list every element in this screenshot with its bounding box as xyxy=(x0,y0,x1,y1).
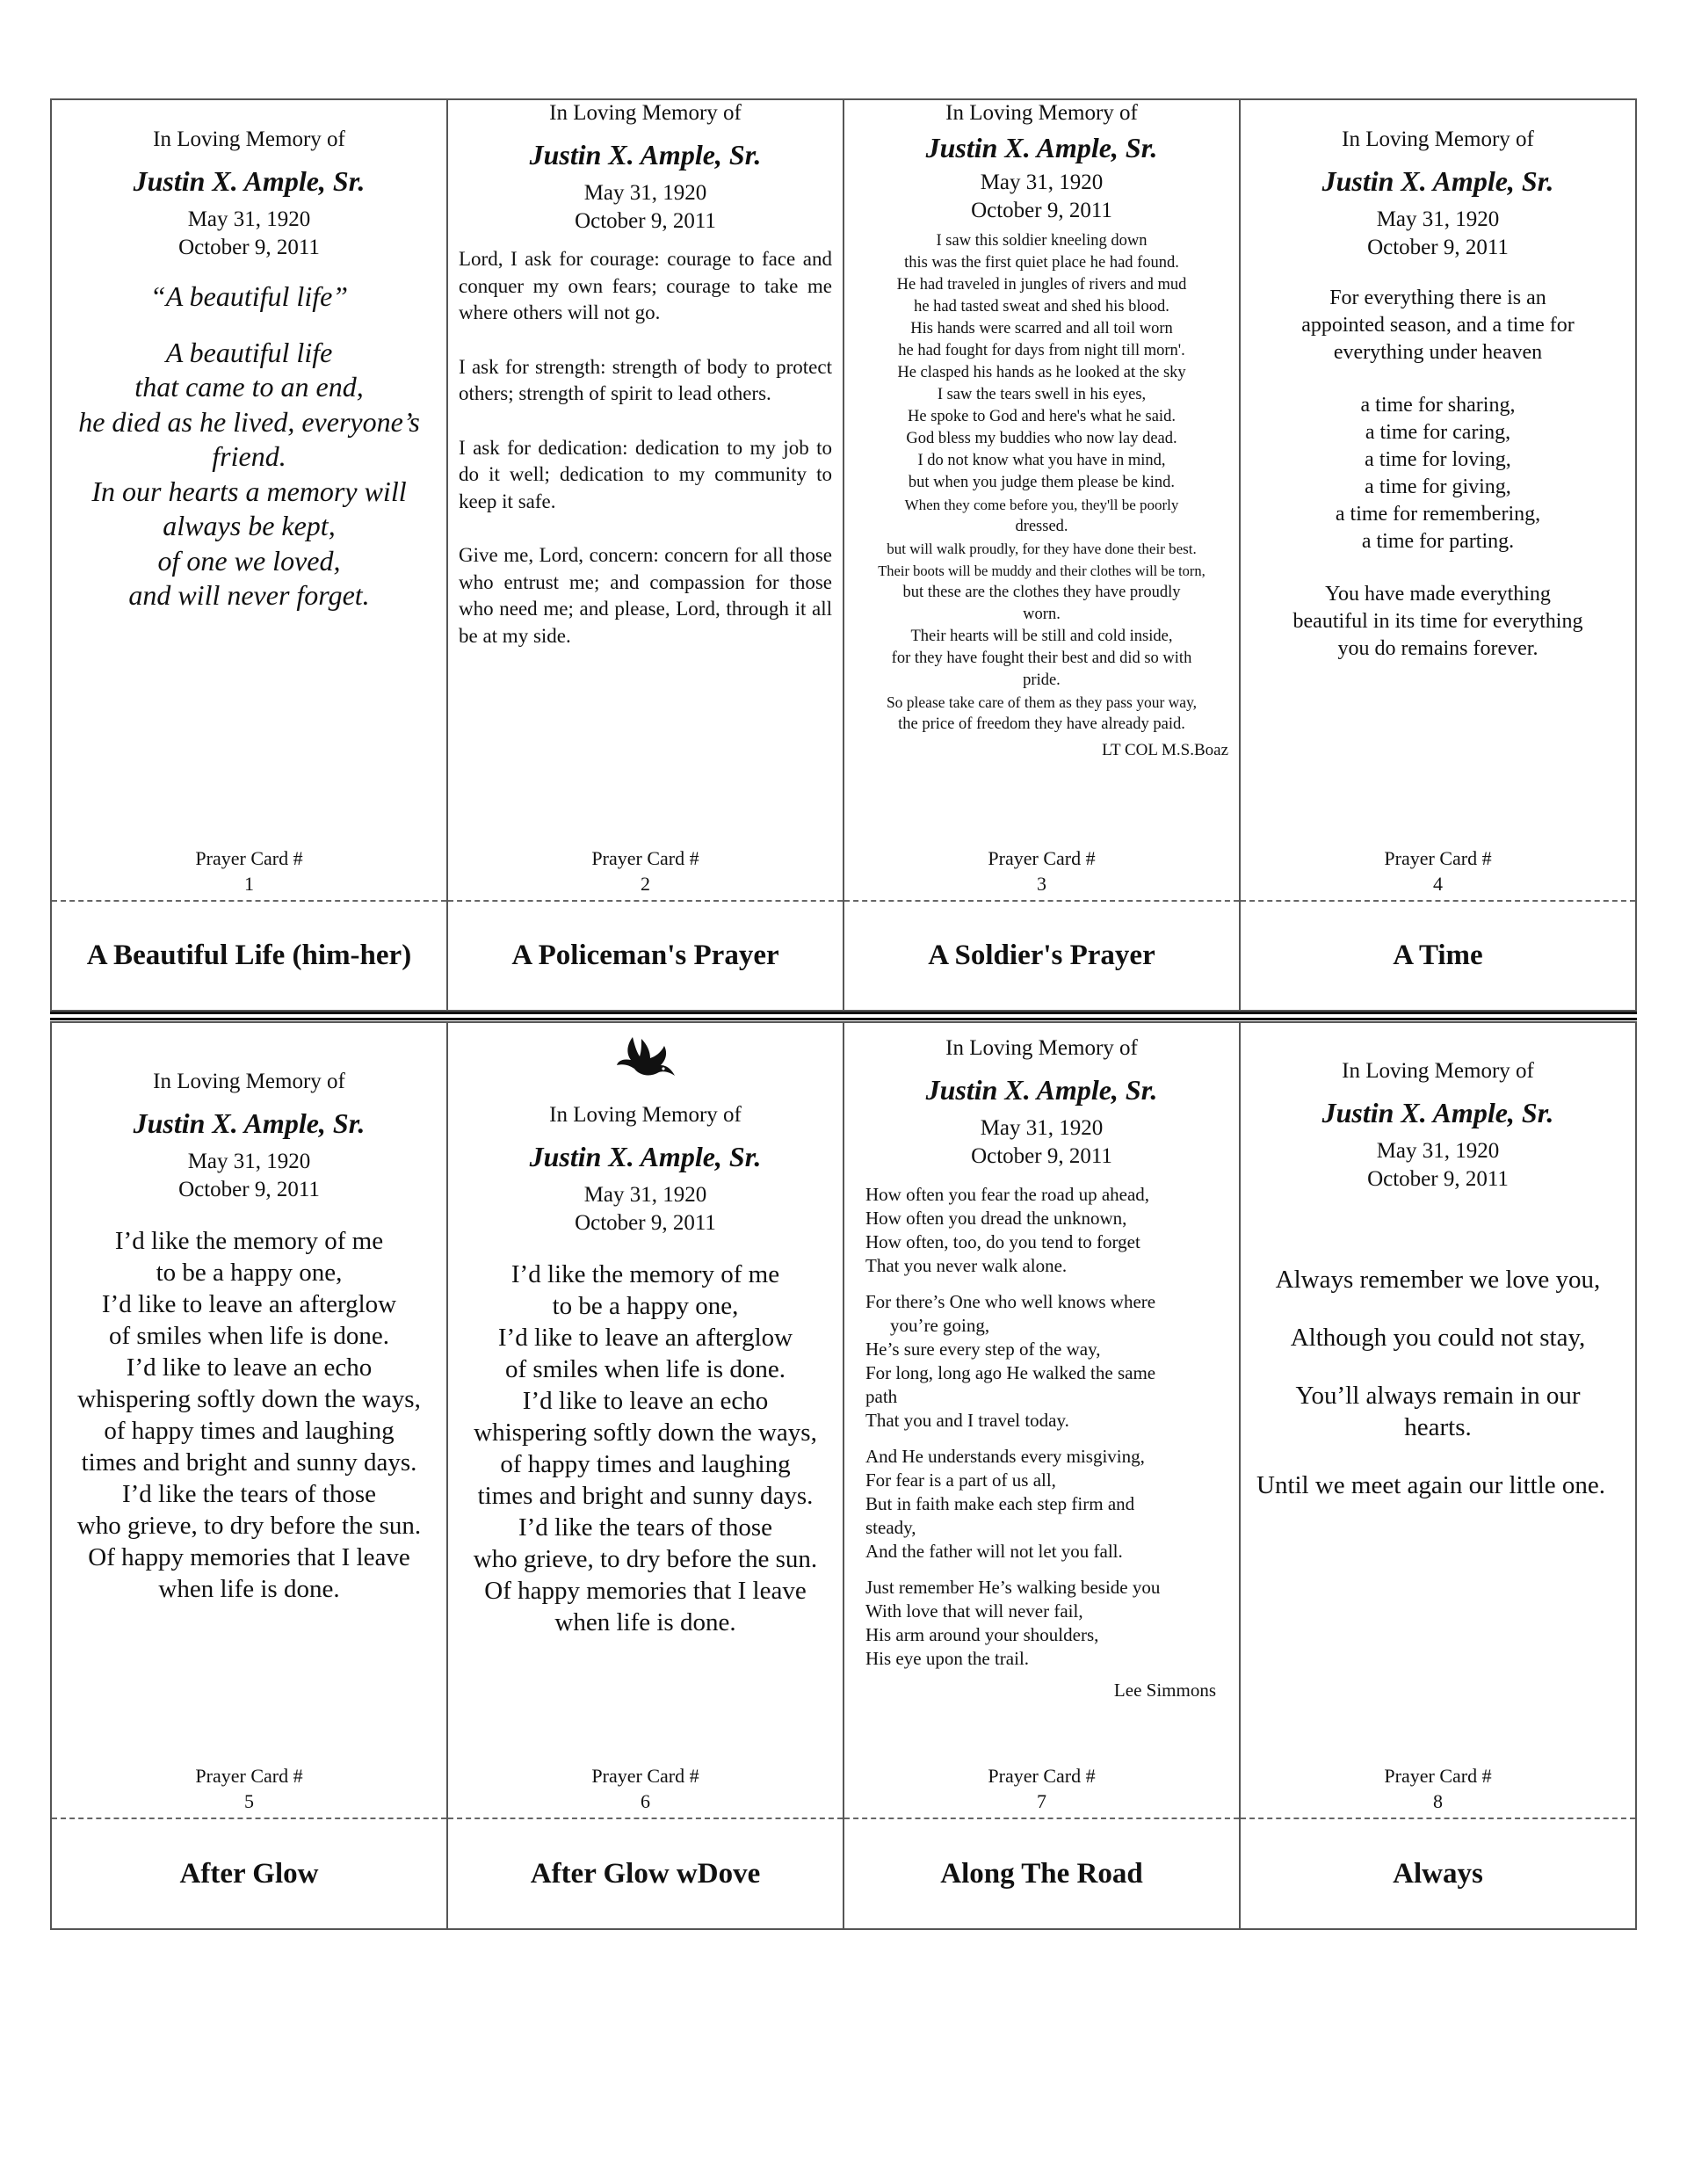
verse xyxy=(62,336,436,613)
verse-line: friend. xyxy=(212,440,286,472)
deceased-name: Justin X. Ample, Sr. xyxy=(925,1074,1158,1106)
birth-date: May 31, 1920 xyxy=(1376,207,1500,231)
verse-line: I’d like the memory of me xyxy=(510,1260,780,1288)
verse-outro xyxy=(1251,581,1625,663)
deceased-name: Justin X. Ample, Sr. xyxy=(529,139,762,171)
prayer-card-5 xyxy=(52,1023,448,1928)
verse xyxy=(855,230,1228,736)
verse-line: whispering softly down the ways, xyxy=(474,1419,817,1447)
verse-line: a time for caring, xyxy=(1365,421,1511,444)
verse-line: a time for loving, xyxy=(1365,448,1511,471)
verse-line: He’s sure every step of the way, xyxy=(865,1339,1101,1360)
birth-date: May 31, 1920 xyxy=(583,181,707,205)
prayer-card-number: Prayer Card # 7 xyxy=(988,1765,1096,1812)
birth-date: May 31, 1920 xyxy=(980,1116,1104,1140)
card-title: A Beautiful Life (him-her) xyxy=(86,940,412,971)
card-row-1 xyxy=(50,98,1637,1012)
death-date: October 9, 2011 xyxy=(971,1144,1112,1168)
verse-line: Always remember we love you, xyxy=(1275,1266,1601,1294)
memory-heading: In Loving Memory of xyxy=(153,1070,345,1093)
verse-line: you’re going, xyxy=(890,1315,990,1336)
verse-line: everything under heaven xyxy=(1333,341,1543,364)
verse-line: but will walk proudly, for they have done their best. xyxy=(887,541,1197,557)
quote: “A beautiful life” xyxy=(149,280,349,312)
verse-line: For everything there is an xyxy=(1329,287,1546,309)
verse-line: I’d like to leave an afterglow xyxy=(101,1290,397,1318)
prayer-text xyxy=(459,246,832,649)
memory-heading: In Loving Memory of xyxy=(945,101,1138,125)
card-body xyxy=(844,100,1239,900)
birth-date: May 31, 1920 xyxy=(583,1183,707,1207)
verse-line: to be a happy one, xyxy=(552,1292,739,1320)
verse-line: you do remains forever. xyxy=(1337,637,1539,660)
card-title-cell xyxy=(844,900,1239,1010)
verse-line: for they have fought their best and did so with xyxy=(891,649,1192,667)
verse-line: the price of freedom they have already paid. xyxy=(898,715,1185,733)
card-body xyxy=(448,100,843,900)
card-body xyxy=(52,1023,446,1818)
deceased-name: Justin X. Ample, Sr. xyxy=(1321,1097,1554,1128)
verse-line: when life is done. xyxy=(554,1608,736,1636)
verse-line: His eye upon the trail. xyxy=(865,1648,1030,1669)
prayer-card-number: Prayer Card # 1 xyxy=(195,847,303,895)
verse-line: a time for remembering, xyxy=(1335,503,1541,526)
verse-line: Just remember He’s walking beside you xyxy=(865,1577,1161,1598)
verse-line: of smiles when life is done. xyxy=(505,1355,786,1383)
verse-line: to be a happy one, xyxy=(156,1259,343,1287)
verse-line: And the father will not let you fall. xyxy=(865,1541,1123,1562)
death-date: October 9, 2011 xyxy=(1367,236,1509,259)
prayer-card-6 xyxy=(448,1023,844,1928)
verse-line: So please take care of them as they pass your way, xyxy=(886,693,1198,711)
prayer-card-number: Prayer Card # 8 xyxy=(1384,1765,1492,1812)
poem-author: Lee Simmons xyxy=(1113,1680,1216,1701)
card-title: Along The Road xyxy=(940,1857,1143,1890)
card-body xyxy=(1241,100,1635,900)
verse-line: beautiful in its time for everything xyxy=(1292,610,1583,633)
verse-line: he died as he lived, everyone’s xyxy=(78,405,420,438)
verse-line: Their hearts will be still and cold inside, xyxy=(910,628,1173,645)
prayer-card-number: Prayer Card # 2 xyxy=(591,847,699,895)
verse-line: A beautiful life xyxy=(165,336,333,368)
verse-intro xyxy=(1251,285,1625,366)
prayer-card-1 xyxy=(52,100,448,1010)
prayer-paragraph: Give me, Lord, concern: concern for all those who entrust me; and compassion for those who need me; and please, Lord, through it all be at my side. xyxy=(459,544,832,647)
memory-heading: In Loving Memory of xyxy=(549,1103,742,1127)
verse-line: a time for giving, xyxy=(1365,475,1511,498)
verse-line: That you never walk alone. xyxy=(865,1255,1068,1276)
verse-line: Until we meet again our little one. xyxy=(1256,1471,1606,1499)
memory-heading: In Loving Memory of xyxy=(945,1036,1138,1060)
verse xyxy=(459,1259,832,1638)
birth-date: May 31, 1920 xyxy=(980,171,1104,194)
verse-line: appointed season, and a time for xyxy=(1301,314,1575,337)
deceased-name: Justin X. Ample, Sr. xyxy=(133,165,366,197)
verse-line: His arm around your shoulders, xyxy=(865,1624,1099,1645)
verse-line: but when you judge them please be kind. xyxy=(908,474,1176,491)
verse-line: this was the first quiet place he had found. xyxy=(904,254,1179,272)
verse-line: a time for parting. xyxy=(1361,530,1515,553)
verse-line: He spoke to God and here's what he said. xyxy=(908,408,1176,425)
prayer-card-8 xyxy=(1241,1023,1635,1928)
card-title-cell xyxy=(52,1818,446,1928)
verse-line: of happy times and laughing xyxy=(104,1417,395,1445)
verse-line: For there’s One who well knows where xyxy=(865,1291,1156,1312)
verse-line: whispering softly down the ways, xyxy=(77,1385,421,1413)
death-date: October 9, 2011 xyxy=(575,1211,716,1235)
verse-line: I’d like to leave an echo xyxy=(126,1353,373,1382)
verse-line: I saw the tears swell in his eyes, xyxy=(937,386,1147,403)
verse-line: times and bright and sunny days. xyxy=(477,1482,814,1510)
verse-line: For long, long ago He walked the same xyxy=(865,1362,1156,1383)
dove-icon xyxy=(615,1034,677,1088)
verse-line: when life is done. xyxy=(158,1575,340,1603)
deceased-name: Justin X. Ample, Sr. xyxy=(1321,165,1554,197)
verse-line: a time for sharing, xyxy=(1360,394,1516,417)
card-title-cell xyxy=(844,1818,1239,1928)
verse-line: Of happy memories that I leave xyxy=(88,1543,410,1571)
verse-line: When they come before you, they'll be poorly xyxy=(904,497,1179,513)
prayer-card-number: Prayer Card # 3 xyxy=(988,847,1096,895)
verse-line: he had fought for days from night till morn'. xyxy=(898,342,1185,359)
verse xyxy=(1251,1264,1625,1501)
verse-line: I’d like the tears of those xyxy=(518,1513,773,1542)
prayer-card-number: Prayer Card # 6 xyxy=(591,1765,699,1812)
verse-line: How often you dread the unknown, xyxy=(865,1208,1127,1229)
verse-line: I’d like to leave an afterglow xyxy=(497,1324,793,1352)
verse-line: I’d like the memory of me xyxy=(114,1227,384,1255)
verse-line: always be kept, xyxy=(163,510,336,541)
poem-author: LT COL M.S.Boaz xyxy=(1102,741,1228,759)
prayer-card-number: Prayer Card # 4 xyxy=(1384,847,1492,895)
card-title-cell xyxy=(52,900,446,1010)
verse-line: How often, too, do you tend to forget xyxy=(865,1231,1140,1252)
verse-line: and will never forget. xyxy=(128,579,370,611)
death-date: October 9, 2011 xyxy=(1367,1167,1509,1191)
verse-times xyxy=(1251,392,1625,555)
death-date: October 9, 2011 xyxy=(178,1178,320,1201)
card-title: A Time xyxy=(1393,940,1483,971)
death-date: October 9, 2011 xyxy=(971,199,1112,222)
verse xyxy=(62,1225,436,1605)
card-body xyxy=(844,1023,1239,1818)
verse-line: That you and I travel today. xyxy=(865,1410,1069,1431)
verse-line: of happy times and laughing xyxy=(500,1450,791,1478)
prayer-paragraph: I ask for strength: strength of body to protect others; strength of spirit to lead others. xyxy=(459,355,832,404)
card-body xyxy=(1241,1023,1635,1818)
card-body xyxy=(448,1023,843,1818)
verse-line: times and bright and sunny days. xyxy=(81,1448,417,1477)
verse-line: How often you fear the road up ahead, xyxy=(865,1184,1150,1205)
memory-heading: In Loving Memory of xyxy=(1342,1059,1534,1083)
verse-line: dressed. xyxy=(1015,518,1068,535)
verse-line: Their boots will be muddy and their clothes will be torn, xyxy=(878,562,1206,579)
verse-line: Although you could not stay, xyxy=(1290,1324,1586,1352)
card-title-cell xyxy=(1241,1818,1635,1928)
verse-line: of one we loved, xyxy=(157,544,341,577)
verse-line: His hands were scarred and all toil worn xyxy=(910,320,1173,337)
verse-line: You’ll always remain in our hearts. xyxy=(1295,1382,1581,1441)
verse-line: In our hearts a memory will xyxy=(91,475,407,507)
verse-line: He had traveled in jungles of rivers and mud xyxy=(896,276,1187,294)
memory-heading: In Loving Memory of xyxy=(153,127,345,151)
card-title: A Soldier's Prayer xyxy=(928,940,1155,971)
verse-line: that came to an end, xyxy=(134,371,364,403)
prayer-card-7 xyxy=(844,1023,1241,1928)
verse-line: who grieve, to dry before the sun. xyxy=(76,1512,422,1540)
verse-line: For fear is a part of us all, xyxy=(865,1469,1056,1491)
prayer-card-number: Prayer Card # 5 xyxy=(195,1765,303,1812)
birth-date: May 31, 1920 xyxy=(1376,1139,1500,1163)
prayer-card-sheet xyxy=(50,98,1637,1930)
prayer-card-2 xyxy=(448,100,844,1010)
card-title-cell xyxy=(448,900,843,1010)
card-title: A Policeman's Prayer xyxy=(511,940,779,971)
card-title: After Glow xyxy=(179,1857,319,1890)
verse-line: God bless my buddies who now lay dead. xyxy=(906,430,1177,447)
verse-line: who grieve, to dry before the sun. xyxy=(473,1545,818,1573)
deceased-name: Justin X. Ample, Sr. xyxy=(925,132,1158,163)
prayer-paragraph: I ask for dedication: dedication to my job to do it well; dedication to my community to keep it safe. xyxy=(459,436,832,512)
verse-line: I do not know what you have in mind, xyxy=(917,452,1166,469)
deceased-name: Justin X. Ample, Sr. xyxy=(529,1141,762,1172)
prayer-card-4 xyxy=(1241,100,1635,1010)
verse-line: path xyxy=(865,1386,898,1407)
verse-line: steady, xyxy=(865,1517,916,1538)
verse-line: And He understands every misgiving, xyxy=(865,1446,1145,1467)
verse-line: of smiles when life is done. xyxy=(109,1322,389,1350)
verse-line: You have made everything xyxy=(1325,583,1551,606)
card-row-2 xyxy=(50,1021,1637,1930)
verse-line: he had tasted sweat and shed his blood. xyxy=(914,298,1169,316)
prayer-paragraph: Lord, I ask for courage: courage to face and conquer my own fears; courage to take me where others will not go. xyxy=(459,248,832,323)
card-title-cell xyxy=(448,1818,843,1928)
birth-date: May 31, 1920 xyxy=(187,1150,311,1173)
verse-line: But in faith make each step firm and xyxy=(865,1493,1135,1514)
verse-line: He clasped his hands as he looked at the sky xyxy=(897,364,1186,381)
verse-line: I’d like the tears of those xyxy=(121,1480,377,1508)
verse-line: I saw this soldier kneeling down xyxy=(936,232,1148,250)
card-title-cell xyxy=(1241,900,1635,1010)
memory-heading: In Loving Memory of xyxy=(1342,127,1534,151)
verse-line: but these are the clothes they have proudly xyxy=(902,584,1181,601)
verse-line: I’d like to leave an echo xyxy=(522,1387,769,1415)
card-title: Always xyxy=(1393,1857,1483,1890)
verse-line: pride. xyxy=(1023,671,1061,689)
card-body xyxy=(52,100,446,900)
prayer-card-3 xyxy=(844,100,1241,1010)
poem xyxy=(855,1183,1228,1671)
verse-line: With love that will never fail, xyxy=(865,1600,1083,1622)
row-divider xyxy=(50,1012,1637,1021)
birth-date: May 31, 1920 xyxy=(187,207,311,231)
memory-heading: In Loving Memory of xyxy=(549,101,742,125)
verse-line: worn. xyxy=(1023,606,1061,623)
death-date: October 9, 2011 xyxy=(178,236,320,259)
card-title: After Glow wDove xyxy=(530,1857,761,1890)
death-date: October 9, 2011 xyxy=(575,209,716,233)
deceased-name: Justin X. Ample, Sr. xyxy=(133,1107,366,1139)
verse-line: Of happy memories that I leave xyxy=(484,1577,807,1605)
